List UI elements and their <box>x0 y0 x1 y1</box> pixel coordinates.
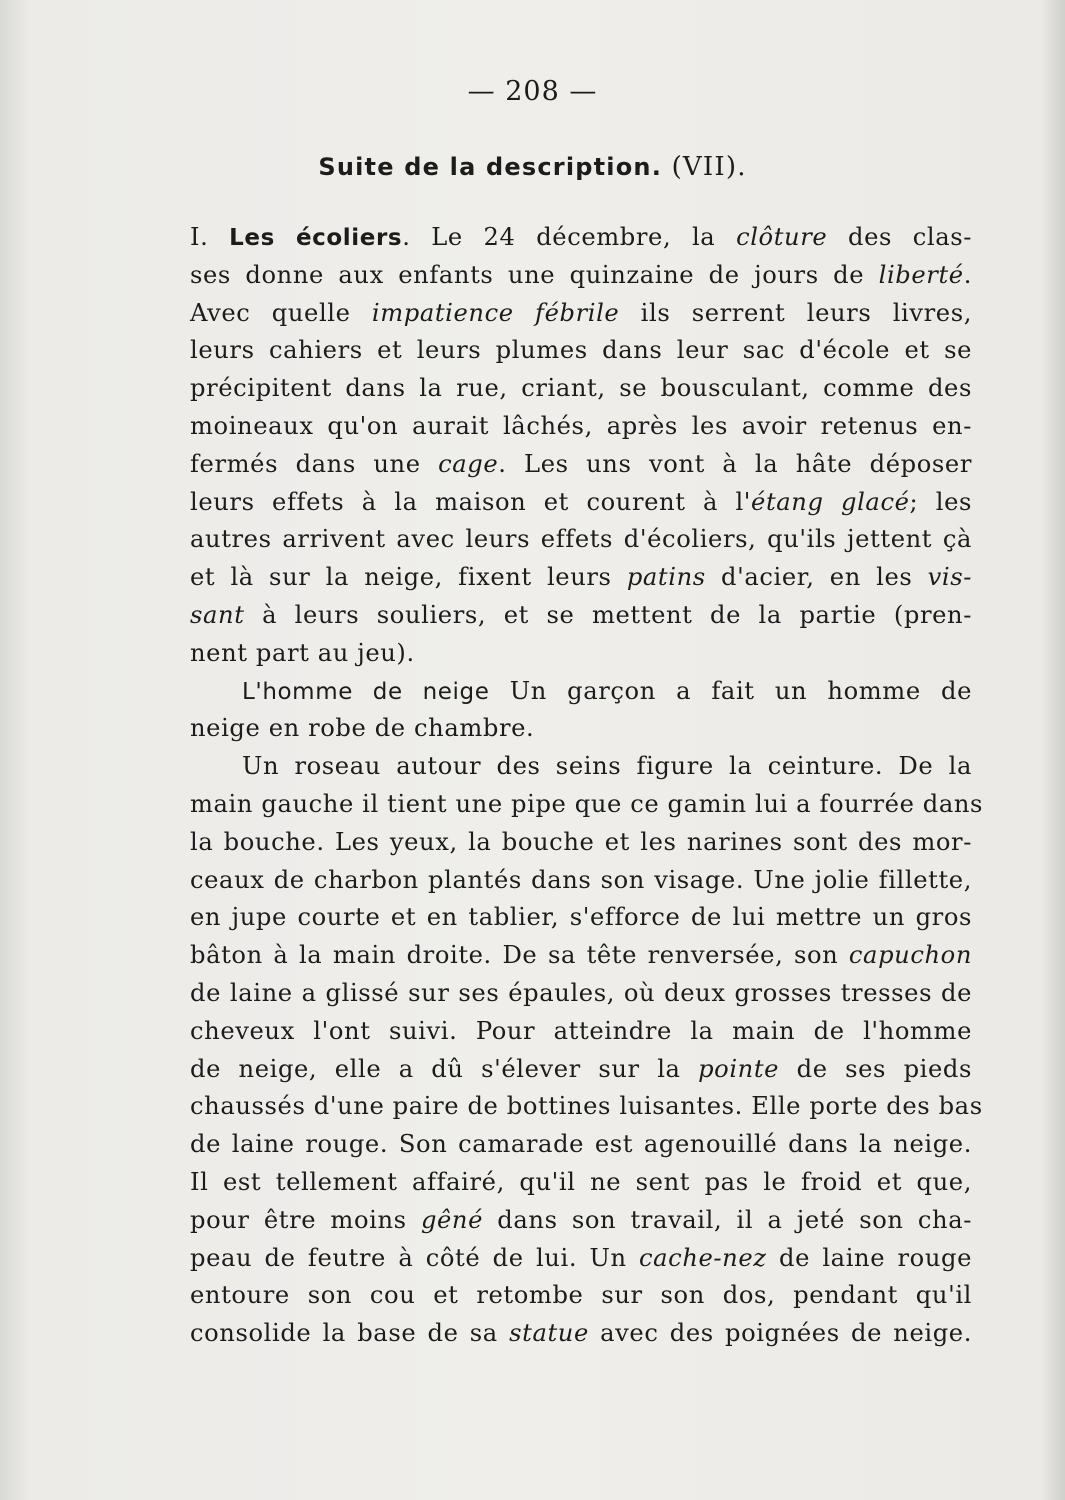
text-line <box>190 257 972 295</box>
text-line <box>190 408 972 446</box>
text-line <box>190 899 972 937</box>
text-body <box>190 219 984 1353</box>
text-segment: en jupe courte et en tablier, s'efforce de lui mettre un gros <box>190 903 972 932</box>
text-line <box>190 824 972 862</box>
text-segment: nent part au jeu). <box>190 638 415 667</box>
italic-text: capuchon <box>848 941 972 970</box>
text-segment: ; les <box>909 487 972 516</box>
section-heading-numeral: (VII). <box>671 152 747 182</box>
subheading-term: L'homme de neige <box>242 678 490 705</box>
text-segment: dans son travail, il a jeté son cha- <box>483 1205 972 1234</box>
text-segment: pour être moins <box>190 1205 421 1234</box>
text-segment: Avec quelle <box>190 298 372 327</box>
text-line <box>190 635 972 673</box>
text-segment: ceaux de charbon plantés dans son visage. Une jolie fillette, <box>190 865 972 894</box>
text-segment: la bouche. Les yeux, la bouche et les narines sont des mor- <box>190 827 972 856</box>
text-segment: Un garçon a fait un homme de <box>489 676 972 705</box>
italic-text: statue <box>509 1319 589 1348</box>
italic-text: liberté <box>878 260 964 289</box>
text-segment: neige en robe de chambre. <box>190 714 535 743</box>
italic-text: cage <box>438 449 499 478</box>
text-line <box>190 1126 972 1164</box>
text-segment: avec des poignées de neige. <box>588 1319 972 1348</box>
italic-text: étang glacé <box>751 487 910 516</box>
text-segment: des clas- <box>827 223 973 251</box>
text-segment: peau de feutre à côté de lui. Un <box>190 1243 639 1272</box>
text-line <box>190 1277 972 1315</box>
text-line <box>190 748 972 786</box>
section-heading-title: Suite de la description. <box>318 153 663 181</box>
text-segment: leurs cahiers et leurs plumes dans leur sac d'école et se <box>190 336 972 365</box>
text-line <box>190 673 972 711</box>
italic-text: pointe <box>698 1054 780 1083</box>
text-segment: de laine rouge. Son camarade est agenouillé dans la neige. <box>190 1130 972 1159</box>
text-segment: Il est tellement affairé, qu'il ne sent pas le froid et que, <box>190 1167 972 1196</box>
text-segment: cheveux l'ont suivi. Pour atteindre la main de l'homme <box>190 1016 972 1045</box>
text-line <box>190 862 972 900</box>
bold-term: Les écoliers <box>229 225 403 251</box>
text-segment: de laine a glissé sur ses épaules, où deux grosses tresses de <box>190 978 972 1007</box>
text-line <box>190 332 972 370</box>
text-segment: Un roseau autour des seins figure la ceinture. De la <box>242 752 972 781</box>
italic-text: clôture <box>736 223 828 251</box>
text-segment: . Le 24 décembre, la <box>402 223 737 251</box>
text-line <box>190 1315 972 1353</box>
text-segment: consolide la base de sa <box>190 1319 510 1348</box>
text-line <box>190 1051 972 1089</box>
italic-text: vis- <box>927 563 972 592</box>
text-segment: et là sur la neige, fixent leurs <box>190 563 627 592</box>
text-line <box>190 1240 972 1278</box>
text-line <box>190 484 972 522</box>
text-segment: moineaux qu'on aurait lâchés, après les avoir retenus en- <box>190 411 972 440</box>
text-line <box>190 1202 972 1240</box>
text-segment: bâton à la main droite. De sa tête renversée, son <box>190 941 849 970</box>
text-line <box>190 521 972 559</box>
section-heading <box>0 152 1065 182</box>
text-line <box>190 1013 972 1051</box>
text-segment: main gauche il tient une pipe que ce gamin lui a fourrée dans <box>190 789 984 818</box>
text-segment: autres arrivent avec leurs effets d'écoliers, qu'ils jettent çà <box>190 525 972 554</box>
text-segment: . <box>963 260 972 289</box>
text-segment: entoure son cou et retombe sur son dos, pendant qu'il <box>190 1281 972 1310</box>
text-segment: fermés dans une <box>190 449 439 478</box>
text-segment: leurs effets à la maison et courent à l' <box>190 487 752 516</box>
text-segment: à leurs souliers, et se mettent de la partie (pren- <box>244 600 972 629</box>
italic-text: sant <box>190 600 245 629</box>
text-line <box>190 559 972 597</box>
text-line <box>190 295 972 333</box>
text-segment: . Les uns vont à la hâte déposer <box>498 449 972 478</box>
italic-text: gêné <box>420 1205 484 1234</box>
text-segment: d'acier, en les <box>705 563 928 592</box>
text-segment: précipitent dans la rue, criant, se bousculant, comme des <box>190 374 972 403</box>
text-segment: I. <box>190 223 230 251</box>
text-line <box>190 937 972 975</box>
text-segment: ses donne aux enfants une quinzaine de jours de <box>190 260 879 289</box>
italic-text: impatience fébrile <box>371 298 620 327</box>
italic-text: cache-nez <box>639 1243 767 1272</box>
text-line <box>190 1164 972 1202</box>
text-line <box>190 710 972 748</box>
text-segment: de ses pieds <box>779 1054 973 1083</box>
text-line <box>190 975 972 1013</box>
text-line <box>190 1088 983 1126</box>
text-line <box>190 786 984 824</box>
text-segment: ils serrent leurs livres, <box>619 298 973 327</box>
text-segment: de laine rouge <box>766 1243 972 1272</box>
text-line <box>190 446 972 484</box>
text-segment: chaussés d'une paire de bottines luisantes. Elle porte des bas <box>190 1092 983 1121</box>
text-line <box>190 597 972 635</box>
text-segment: de neige, elle a dû s'élever sur la <box>190 1054 699 1083</box>
italic-text: patins <box>626 563 706 592</box>
text-line <box>190 370 972 408</box>
text-line <box>190 219 972 257</box>
page-number: — 208 — <box>467 76 598 107</box>
